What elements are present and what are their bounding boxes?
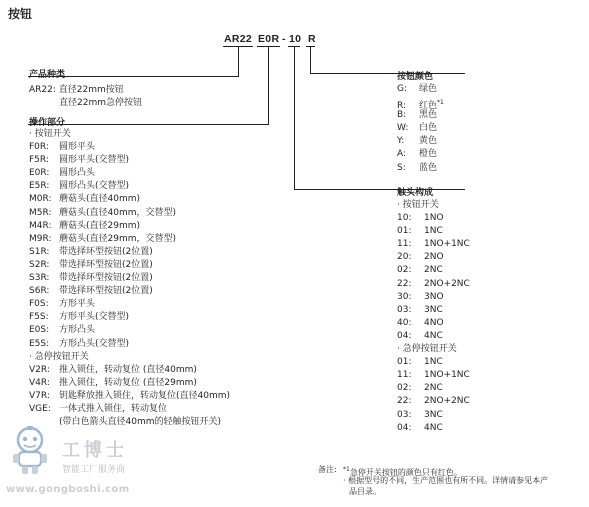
- color-item-desc: 黄色: [419, 136, 438, 147]
- operator-group-estop-items: [29, 364, 289, 429]
- color-item-code: A:: [397, 149, 407, 160]
- operator-item-code: E5R:: [29, 181, 50, 192]
- operator-item-row: [29, 246, 289, 259]
- contact-item-code: 03:: [397, 304, 412, 315]
- contact-item-row: [397, 251, 537, 264]
- operator-item-desc: 方形凸头: [59, 325, 96, 336]
- contact-item-code: 11:: [397, 239, 412, 250]
- product-type-line-2: 直径22mm急停按钮: [59, 98, 142, 108]
- estop-contact-item-code: 04:: [397, 422, 412, 433]
- operator-item-code: S2R:: [29, 259, 50, 270]
- model-contact-code: 10: [289, 33, 302, 45]
- estop-contact-item-code: 22:: [397, 396, 412, 407]
- leader-contact-v: [294, 46, 295, 190]
- estop-operator-item-code: VGE:: [29, 403, 51, 414]
- contact-config-heading: 触头构成: [397, 188, 434, 198]
- estop-operator-item-row: [29, 364, 289, 377]
- estop-contact-item-code: 02:: [397, 383, 412, 394]
- operator-item-desc: 方形平头(交替型): [59, 312, 130, 323]
- operator-item-desc: 方形凸头(交替型): [59, 338, 130, 349]
- operator-item-row: [29, 311, 289, 324]
- estop-contact-item-row: [397, 382, 537, 395]
- operator-item-code: S6R:: [29, 286, 50, 297]
- contact-item-row: [397, 304, 537, 317]
- operator-item-code: F0R:: [29, 142, 49, 153]
- note-1-mark: *1: [343, 466, 350, 473]
- contact-item-desc: 1NC: [424, 226, 443, 237]
- operator-item-row: [29, 154, 289, 167]
- contact-item-code: 30:: [397, 291, 412, 302]
- color-item-code: R:: [397, 101, 407, 112]
- contact-group-estop-items: [397, 356, 537, 435]
- color-item-desc: 白色: [419, 123, 438, 134]
- operator-item-desc: 带选择环型按钮(2位置): [59, 259, 153, 270]
- model-operator-code: E0R: [258, 33, 280, 45]
- contact-item-desc: 2NO+2NC: [424, 278, 470, 289]
- operator-item-desc: 圆形平头(交替型): [59, 155, 130, 166]
- note-2: · 根据型号的不同，生产范围也有所不同。详情请参见本产: [343, 476, 549, 485]
- operator-group-button-items: [29, 141, 289, 351]
- estop-contact-item-row: [397, 356, 537, 369]
- watermark-brand: 工博士: [62, 440, 128, 461]
- operator-item-desc: 蘑菇头(直径29mm，交替型): [59, 233, 177, 244]
- contact-item-row: [397, 264, 537, 277]
- contact-item-desc: 1NO+1NC: [424, 239, 470, 250]
- operator-item-row: [29, 141, 289, 154]
- page-title: 按钮: [8, 7, 33, 21]
- operator-item-desc: 带选择环型按钮(2位置): [59, 246, 153, 257]
- estop-operator-item-row: [29, 403, 289, 416]
- model-base-code: AR22: [224, 33, 253, 45]
- operator-item-row: [29, 338, 289, 351]
- contact-item-code: 02:: [397, 265, 412, 276]
- operator-group-title-estop: · 急停按钮开关: [29, 351, 89, 362]
- operator-item-row: [29, 193, 289, 206]
- operator-item-row: [29, 233, 289, 246]
- estop-operator-item-desc: 一体式推入锁住，转动复位: [59, 403, 168, 414]
- estop-operator-item-row: [29, 377, 289, 390]
- operator-item-code: M5R:: [29, 207, 52, 218]
- color-item-desc: 绿色: [419, 84, 438, 94]
- contact-item-code: 20:: [397, 252, 412, 263]
- contact-item-desc: 2NO: [424, 252, 444, 263]
- color-item-desc: 红色: [419, 101, 438, 112]
- operator-item-row: [29, 272, 289, 285]
- robot-mascot-icon: [10, 424, 50, 476]
- color-item-desc: 橙色: [419, 149, 438, 160]
- estop-operator-item-row: [29, 416, 289, 429]
- operator-item-row: [29, 220, 289, 233]
- operator-item-row: [29, 207, 289, 220]
- color-item-desc: 蓝色: [419, 162, 438, 173]
- color-item-code: S:: [397, 162, 406, 173]
- color-item-code: B:: [397, 110, 407, 121]
- note-3: 品目录。: [349, 487, 381, 496]
- contact-item-desc: 4NO: [424, 317, 444, 328]
- operator-item-desc: 带选择环型按钮(2位置): [59, 273, 153, 284]
- contact-item-code: 40:: [397, 317, 412, 328]
- estop-contact-item-desc: 1NO+1NC: [424, 370, 470, 381]
- color-item-row: [397, 83, 517, 96]
- operator-item-desc: 蘑菇头(直径29mm): [59, 220, 141, 231]
- contact-item-desc: 3NO: [424, 291, 444, 302]
- contact-item-desc: 4NC: [424, 330, 443, 341]
- operator-item-row: [29, 167, 289, 180]
- contact-item-code: 22:: [397, 278, 412, 289]
- operator-part-heading: 操作部分: [29, 118, 66, 128]
- operator-item-code: M9R:: [29, 233, 52, 244]
- estop-operator-item-row: [29, 390, 289, 403]
- estop-contact-item-desc: 3NC: [424, 409, 443, 420]
- operator-item-row: [29, 298, 289, 311]
- leader-contact-h: [294, 189, 465, 190]
- operator-item-desc: 方形平头: [59, 299, 96, 310]
- contact-item-code: 04:: [397, 330, 412, 341]
- operator-group-title-button: · 按钮开关: [29, 129, 71, 139]
- contact-item-row: [397, 278, 537, 291]
- estop-contact-item-desc: 4NC: [424, 422, 443, 433]
- contact-item-row: [397, 212, 537, 225]
- mascot-logo: [10, 424, 50, 476]
- contact-item-code: 01:: [397, 226, 412, 237]
- operator-item-code: F0S:: [29, 299, 49, 310]
- contact-config-list: [397, 199, 537, 435]
- estop-contact-item-desc: 2NC: [424, 383, 443, 394]
- operator-item-code: S1R:: [29, 246, 50, 257]
- contact-item-desc: 1NO: [424, 213, 444, 224]
- contact-group-button-items: [397, 212, 537, 343]
- contact-item-row: [397, 225, 537, 238]
- estop-contact-item-row: [397, 409, 537, 422]
- operator-item-desc: 蘑菇头(直径40mm): [59, 194, 141, 205]
- estop-contact-item-row: [397, 422, 537, 435]
- color-item-code: Y:: [397, 136, 405, 147]
- operator-item-code: F5S:: [29, 312, 49, 323]
- button-color-heading: 按钮颜色: [397, 72, 434, 82]
- color-item-row: [397, 148, 517, 161]
- operator-item-row: [29, 324, 289, 337]
- contact-item-code: 10:: [397, 213, 412, 224]
- contact-item-desc: 3NC: [424, 304, 443, 315]
- estop-operator-item-code: V2R:: [29, 364, 50, 375]
- color-item-row: [397, 96, 517, 112]
- estop-contact-item-code: 03:: [397, 409, 412, 420]
- color-item-row: [397, 135, 517, 148]
- estop-contact-item-code: 11:: [397, 370, 412, 381]
- operator-item-code: E5S:: [29, 338, 50, 349]
- contact-item-row: [397, 330, 537, 343]
- color-item-desc: 黑色: [419, 110, 438, 121]
- estop-contact-item-row: [397, 369, 537, 382]
- operator-item-row: [29, 180, 289, 193]
- color-item-row: [397, 162, 517, 175]
- estop-operator-item-desc: 推入锁住，转动复位 (直径29mm): [59, 377, 197, 388]
- estop-contact-item-desc: 2NO+2NC: [424, 396, 470, 407]
- estop-contact-item-row: [397, 395, 537, 408]
- operator-item-code: M0R:: [29, 194, 52, 205]
- contact-group-title-estop: · 急停按钮开关: [397, 344, 457, 355]
- operator-item-code: F5R:: [29, 155, 49, 166]
- model-dash: -: [282, 33, 286, 45]
- estop-contact-item-code: 01:: [397, 357, 412, 368]
- operator-item-desc: 蘑菇头(直径40mm，交替型): [59, 207, 177, 218]
- operator-item-code: E0R:: [29, 168, 50, 179]
- estop-operator-item-desc: (带白色箭头直径40mm的轻触按钮开关): [59, 417, 222, 428]
- contact-item-desc: 2NC: [424, 265, 443, 276]
- operator-item-desc: 圆形凸头: [59, 168, 96, 179]
- operator-item-code: E0S:: [29, 325, 50, 336]
- watermark-slogan: 智能工厂服务商: [62, 465, 126, 475]
- note-1-text: 急停开关按钮的颜色只有红色。: [349, 468, 462, 477]
- estop-operator-item-desc: 钥匙释放推入锁住，转动复位(直径40mm): [59, 390, 231, 401]
- button-color-list: [397, 83, 517, 175]
- product-type-heading: 产品种类: [29, 70, 66, 80]
- product-type-line-1: AR22: 直径22mm按钮: [29, 85, 124, 95]
- color-item-row: [397, 122, 517, 135]
- estop-operator-item-desc: 推入锁住，转动复位 (直径40mm): [59, 364, 197, 375]
- model-color-code: R: [308, 33, 316, 45]
- operator-item-desc: 带选择环型按钮(2位置): [59, 286, 153, 297]
- notes-label: 备注:: [318, 465, 337, 474]
- operator-item-row: [29, 285, 289, 298]
- contact-group-title-button: · 按钮开关: [397, 200, 439, 210]
- estop-operator-item-code: V4R:: [29, 377, 50, 388]
- leader-color-v: [310, 46, 311, 74]
- color-item-row: [397, 109, 517, 122]
- operator-item-row: [29, 259, 289, 272]
- estop-operator-item-code: V7R:: [29, 390, 50, 401]
- color-item-footnote-mark: *1: [437, 99, 444, 107]
- estop-contact-item-desc: 1NC: [424, 357, 443, 368]
- operator-item-code: M4R:: [29, 220, 52, 231]
- operator-list: [29, 128, 289, 429]
- contact-item-row: [397, 291, 537, 304]
- color-item-code: W:: [397, 123, 409, 134]
- operator-item-code: S3R:: [29, 273, 50, 284]
- color-item-code: G:: [397, 84, 408, 94]
- contact-item-row: [397, 238, 537, 251]
- leader-product-type-v: [238, 46, 239, 76]
- leader-color-h: [310, 73, 465, 74]
- contact-item-row: [397, 317, 537, 330]
- watermark-url: www.gongboshi.com: [6, 484, 130, 495]
- leader-operator-v: [268, 46, 269, 125]
- operator-item-desc: 圆形平头: [59, 142, 96, 153]
- operator-item-desc: 圆形凸头(交替型): [59, 181, 130, 192]
